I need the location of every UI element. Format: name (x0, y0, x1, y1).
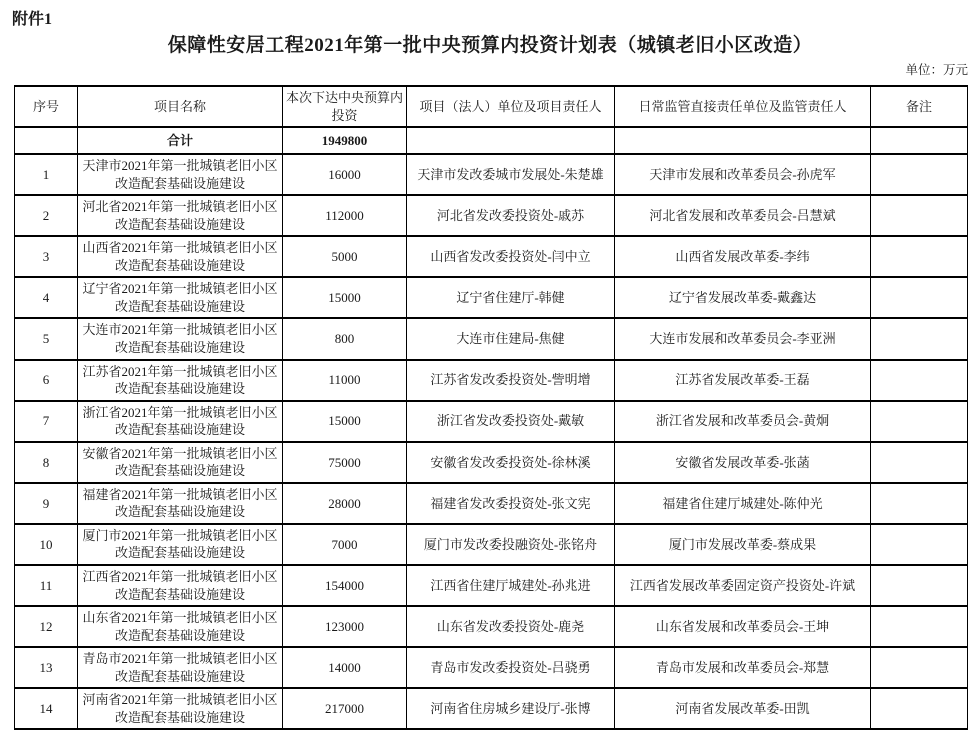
supervision-unit-cell: 福建省住建厅城建处-陈仲光 (615, 483, 871, 524)
total-investment-cell: 1949800 (283, 127, 407, 154)
project-unit-cell: 河南省住房城乡建设厅-张博 (407, 688, 615, 729)
supervision-unit-cell: 辽宁省发展改革委-戴鑫达 (615, 277, 871, 318)
column-header-project-unit: 项目（法人）单位及项目责任人 (407, 86, 615, 127)
project-unit-cell: 安徽省发改委投资处-徐林溪 (407, 442, 615, 483)
table-header-row (15, 86, 968, 127)
investment-cell: 28000 (283, 483, 407, 524)
column-header-remark: 备注 (871, 86, 968, 127)
supervision-unit-cell: 浙江省发展和改革委员会-黄炯 (615, 401, 871, 442)
supervision-unit-cell: 天津市发展和改革委员会-孙虎军 (615, 154, 871, 195)
remark-cell (871, 442, 968, 483)
remark-cell (871, 688, 968, 729)
table-row (15, 318, 968, 359)
project-unit-cell: 江苏省发改委投资处-訾明增 (407, 360, 615, 401)
total-no-cell (15, 127, 78, 154)
investment-cell: 5000 (283, 236, 407, 277)
project-name-cell: 辽宁省2021年第一批城镇老旧小区改造配套基础设施建设 (78, 277, 283, 318)
remark-cell (871, 195, 968, 236)
column-header-no: 序号 (15, 86, 78, 127)
project-name-cell: 江苏省2021年第一批城镇老旧小区改造配套基础设施建设 (78, 360, 283, 401)
remark-cell (871, 647, 968, 688)
table-row (15, 401, 968, 442)
project-name-cell: 河北省2021年第一批城镇老旧小区改造配套基础设施建设 (78, 195, 283, 236)
supervision-unit-cell: 河北省发展和改革委员会-吕慧斌 (615, 195, 871, 236)
row-number-cell: 11 (15, 565, 78, 606)
investment-cell: 14000 (283, 647, 407, 688)
row-number-cell: 5 (15, 318, 78, 359)
column-header-supervision-unit: 日常监管直接责任单位及监管责任人 (615, 86, 871, 127)
table-body (15, 127, 968, 729)
row-number-cell: 12 (15, 606, 78, 647)
attachment-label: 附件1 (12, 11, 53, 28)
table-row (15, 195, 968, 236)
table-row (15, 647, 968, 688)
project-unit-cell: 天津市发改委城市发展处-朱楚雄 (407, 154, 615, 195)
project-name-cell: 大连市2021年第一批城镇老旧小区改造配套基础设施建设 (78, 318, 283, 359)
row-number-cell: 9 (15, 483, 78, 524)
row-number-cell: 4 (15, 277, 78, 318)
investment-cell: 217000 (283, 688, 407, 729)
remark-cell (871, 277, 968, 318)
project-unit-cell: 江西省住建厅城建处-孙兆进 (407, 565, 615, 606)
table-row (15, 524, 968, 565)
project-name-cell: 福建省2021年第一批城镇老旧小区改造配套基础设施建设 (78, 483, 283, 524)
project-unit-cell: 福建省发改委投资处-张文宪 (407, 483, 615, 524)
table-row (15, 442, 968, 483)
project-name-cell: 河南省2021年第一批城镇老旧小区改造配套基础设施建设 (78, 688, 283, 729)
remark-cell (871, 154, 968, 195)
table-row (15, 154, 968, 195)
remark-cell (871, 401, 968, 442)
investment-cell: 112000 (283, 195, 407, 236)
remark-cell (871, 318, 968, 359)
project-unit-cell: 大连市住建局-焦健 (407, 318, 615, 359)
project-name-cell: 天津市2021年第一批城镇老旧小区改造配套基础设施建设 (78, 154, 283, 195)
total-label-cell: 合计 (78, 127, 283, 154)
row-number-cell: 10 (15, 524, 78, 565)
row-number-cell: 14 (15, 688, 78, 729)
table-row (15, 606, 968, 647)
project-unit-cell: 山西省发改委投资处-闫中立 (407, 236, 615, 277)
table-row (15, 277, 968, 318)
row-number-cell: 2 (15, 195, 78, 236)
investment-cell: 7000 (283, 524, 407, 565)
supervision-unit-cell: 安徽省发展改革委-张菡 (615, 442, 871, 483)
total-supervision-unit-cell (615, 127, 871, 154)
supervision-unit-cell: 山东省发展和改革委员会-王坤 (615, 606, 871, 647)
column-header-investment: 本次下达中央预算内投资 (283, 86, 407, 127)
supervision-unit-cell: 青岛市发展和改革委员会-郑慧 (615, 647, 871, 688)
remark-cell (871, 524, 968, 565)
project-unit-cell: 辽宁省住建厅-韩健 (407, 277, 615, 318)
table-row (15, 483, 968, 524)
investment-cell: 15000 (283, 277, 407, 318)
row-number-cell: 1 (15, 154, 78, 195)
supervision-unit-cell: 山西省发展改革委-李纬 (615, 236, 871, 277)
project-name-cell: 江西省2021年第一批城镇老旧小区改造配套基础设施建设 (78, 565, 283, 606)
supervision-unit-cell: 河南省发展改革委-田凯 (615, 688, 871, 729)
project-name-cell: 山西省2021年第一批城镇老旧小区改造配套基础设施建设 (78, 236, 283, 277)
row-number-cell: 8 (15, 442, 78, 483)
project-unit-cell: 山东省发改委投资处-鹿尧 (407, 606, 615, 647)
project-name-cell: 安徽省2021年第一批城镇老旧小区改造配套基础设施建设 (78, 442, 283, 483)
table-row (15, 565, 968, 606)
remark-cell (871, 565, 968, 606)
project-name-cell: 山东省2021年第一批城镇老旧小区改造配套基础设施建设 (78, 606, 283, 647)
project-name-cell: 青岛市2021年第一批城镇老旧小区改造配套基础设施建设 (78, 647, 283, 688)
supervision-unit-cell: 江苏省发展改革委-王磊 (615, 360, 871, 401)
unit-label: 单位：万元 (905, 63, 968, 77)
investment-cell: 800 (283, 318, 407, 359)
investment-cell: 16000 (283, 154, 407, 195)
project-unit-cell: 河北省发改委投资处-戚苏 (407, 195, 615, 236)
total-project-unit-cell (407, 127, 615, 154)
remark-cell (871, 606, 968, 647)
remark-cell (871, 236, 968, 277)
investment-cell: 15000 (283, 401, 407, 442)
table-row (15, 688, 968, 729)
investment-plan-table (14, 85, 968, 730)
project-name-cell: 厦门市2021年第一批城镇老旧小区改造配套基础设施建设 (78, 524, 283, 565)
page-title: 保障性安居工程2021年第一批中央预算内投资计划表（城镇老旧小区改造） (167, 35, 813, 56)
column-header-project-name: 项目名称 (78, 86, 283, 127)
supervision-unit-cell: 江西省发展改革委固定资产投资处-许斌 (615, 565, 871, 606)
supervision-unit-cell: 厦门市发展改革委-蔡成果 (615, 524, 871, 565)
table-row (15, 236, 968, 277)
remark-cell (871, 483, 968, 524)
row-number-cell: 7 (15, 401, 78, 442)
table-row (15, 360, 968, 401)
investment-cell: 123000 (283, 606, 407, 647)
total-row (15, 127, 968, 154)
supervision-unit-cell: 大连市发展和改革委员会-李亚洲 (615, 318, 871, 359)
project-unit-cell: 厦门市发改委投融资处-张铭舟 (407, 524, 615, 565)
project-unit-cell: 浙江省发改委投资处-戴敏 (407, 401, 615, 442)
row-number-cell: 6 (15, 360, 78, 401)
investment-cell: 75000 (283, 442, 407, 483)
investment-cell: 11000 (283, 360, 407, 401)
row-number-cell: 13 (15, 647, 78, 688)
remark-cell (871, 360, 968, 401)
investment-cell: 154000 (283, 565, 407, 606)
project-unit-cell: 青岛市发改委投资处-吕骁勇 (407, 647, 615, 688)
row-number-cell: 3 (15, 236, 78, 277)
project-name-cell: 浙江省2021年第一批城镇老旧小区改造配套基础设施建设 (78, 401, 283, 442)
total-remark-cell (871, 127, 968, 154)
